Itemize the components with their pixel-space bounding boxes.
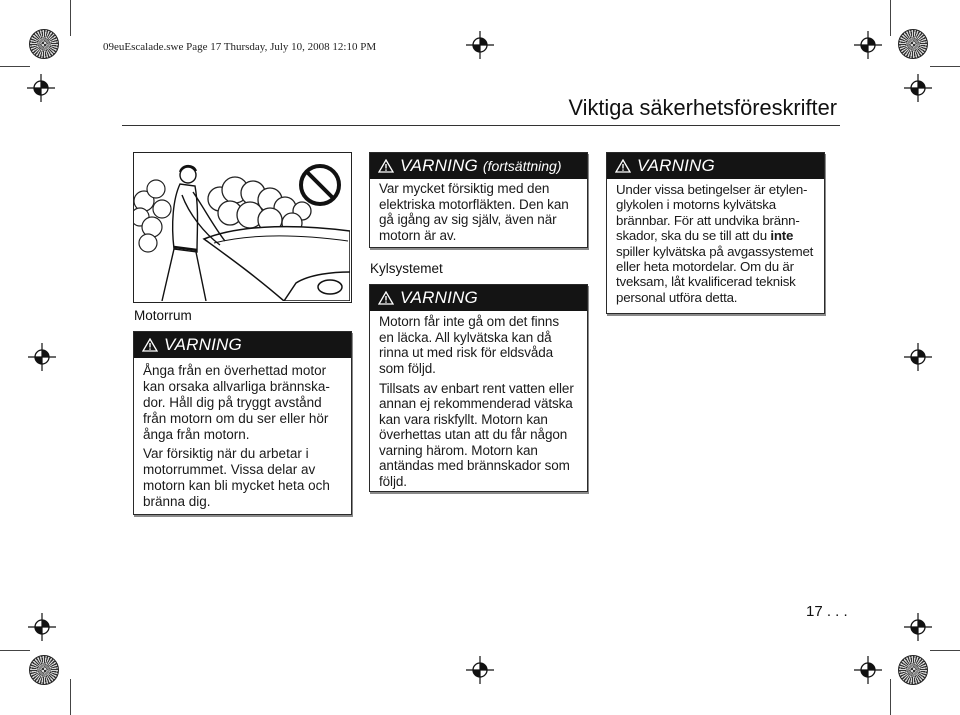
warning-text-line: som följd. xyxy=(379,360,436,376)
warning-title: VARNING xyxy=(400,288,478,307)
warning-text-line: annan ej rekommenderad vätska xyxy=(379,396,573,411)
warning-text-line: Motorn får inte gå om det finns xyxy=(379,314,559,329)
warning-paragraph xyxy=(616,182,815,305)
registration-mark-icon xyxy=(904,74,932,102)
warning-box-kylsystemet xyxy=(369,284,588,492)
color-starburst-icon xyxy=(898,29,928,59)
section-label-kylsystemet: Kylsystemet xyxy=(370,261,443,276)
warning-paragraph xyxy=(143,446,342,510)
warning-text-line: en läcka. All kylvätska kan då xyxy=(379,329,552,345)
warning-text-line: eller heta motordelar. Om du är xyxy=(616,259,794,275)
warning-triangle-icon xyxy=(378,291,394,305)
section-label-motorrum: Motorrum xyxy=(134,308,192,323)
warning-triangle-icon xyxy=(142,338,158,352)
warning-box-continued xyxy=(369,152,588,248)
registration-mark-icon xyxy=(466,31,494,59)
warning-text-line: kan vara riskfyllt. Motorn kan xyxy=(379,411,548,427)
warning-text-line: Tillsats av enbart rent vatten eller xyxy=(379,380,574,396)
warning-text-line: spiller kylvätska på avgassystemet xyxy=(616,243,814,259)
warning-body xyxy=(370,311,587,489)
warning-text-line: tveksam, låt kvalificerad teknisk xyxy=(616,274,796,290)
warning-text-line: motorn kan bli mycket heta och xyxy=(143,478,330,493)
registration-mark-icon xyxy=(28,343,56,371)
color-starburst-icon xyxy=(29,655,59,685)
warning-text-line: brännbar. För att undvika bränn- xyxy=(616,212,800,228)
warning-title: VARNING xyxy=(400,156,478,175)
background-trees xyxy=(134,180,171,252)
person-figure xyxy=(162,166,225,301)
warning-text-line: följd. xyxy=(379,473,407,489)
warning-body xyxy=(607,179,824,305)
warning-text-line: personal utföra detta. xyxy=(616,289,738,305)
warning-text-line: elektriska motorfläkten. Den kan xyxy=(379,196,569,212)
crop-mark xyxy=(930,650,960,651)
warning-text-line: rinna ut med risk för eldsvåda xyxy=(379,345,554,360)
warning-title: VARNING xyxy=(637,156,715,175)
warning-text-line xyxy=(616,228,815,243)
warning-paragraph xyxy=(379,381,578,490)
warning-paragraph xyxy=(143,363,342,443)
warning-text-line: Under vissa betingelser är etylen- xyxy=(616,182,808,197)
warning-text-line: motorrummet. Vissa delar av xyxy=(143,462,316,477)
warning-title: VARNING xyxy=(164,335,242,354)
warning-header xyxy=(370,153,587,179)
car-hood xyxy=(204,227,350,301)
warning-triangle-icon xyxy=(378,159,394,173)
page-title: Viktiga säkerhetsföreskrifter xyxy=(568,95,837,120)
warning-box-glykol xyxy=(606,152,825,314)
emphasis-text: inte xyxy=(770,228,794,244)
crop-mark xyxy=(0,66,30,67)
warning-box-motorrum xyxy=(133,331,352,515)
registration-mark-icon xyxy=(28,613,56,641)
warning-paragraph xyxy=(379,314,578,376)
warning-text-line: varning härom. Motorn kan xyxy=(379,442,538,458)
registration-mark-icon xyxy=(854,656,882,684)
registration-mark-icon xyxy=(466,656,494,684)
warning-body xyxy=(370,179,587,244)
warning-text-line: Var mycket försiktig med den xyxy=(379,181,550,196)
warning-text-line: glykolen i motorns kylvätska xyxy=(616,197,776,213)
registration-mark-icon xyxy=(854,31,882,59)
warning-header xyxy=(607,153,824,179)
warning-text-line: ånga från motorn. xyxy=(143,427,250,442)
header-rule xyxy=(122,125,840,126)
warning-body xyxy=(134,358,351,510)
warning-text-line: motorn är av. xyxy=(379,228,457,244)
no-entry-icon xyxy=(301,166,339,204)
warning-text-line: dor. Håll dig på tryggt avstånd xyxy=(143,395,322,410)
crop-mark xyxy=(890,679,891,715)
warning-text-line: antändas med brännskador som xyxy=(379,458,570,473)
registration-mark-icon xyxy=(27,74,55,102)
warning-text-segment: skador, ska du se till att du xyxy=(616,228,771,244)
print-slug: 09euEscalade.swe Page 17 Thursday, July 10, 2008 12:10 PM xyxy=(103,41,377,53)
crop-mark xyxy=(70,0,71,36)
engine-steam-drawing xyxy=(134,153,350,301)
warning-text-line: från motorn om du ser eller hör xyxy=(143,411,329,426)
warning-text-line: bränna dig. xyxy=(143,494,211,509)
registration-mark-icon xyxy=(904,613,932,641)
warning-text-line: Ånga från en överhettad motor xyxy=(143,363,327,378)
engine-steam-illustration xyxy=(133,152,352,303)
crop-mark xyxy=(890,0,891,36)
warning-header xyxy=(134,332,351,358)
color-starburst-icon xyxy=(29,29,59,59)
crop-mark xyxy=(0,650,30,651)
steam-cloud xyxy=(208,177,311,233)
color-starburst-icon xyxy=(898,655,928,685)
registration-mark-icon xyxy=(904,343,932,371)
warning-continued-label: (fortsättning) xyxy=(482,158,562,174)
crop-mark xyxy=(70,679,71,715)
warning-text-line: överhettas utan att du får någon xyxy=(379,427,568,442)
warning-paragraph xyxy=(379,181,578,244)
warning-header xyxy=(370,285,587,311)
warning-text-line: gå igång av sig själv, även när xyxy=(379,212,557,228)
warning-triangle-icon xyxy=(615,159,631,173)
warning-text-line: kan orsaka allvarliga brännska- xyxy=(143,379,330,394)
page-number: 17 . . . xyxy=(806,603,848,620)
warning-text-line: Var försiktig när du arbetar i xyxy=(143,446,309,461)
crop-mark xyxy=(930,66,960,67)
